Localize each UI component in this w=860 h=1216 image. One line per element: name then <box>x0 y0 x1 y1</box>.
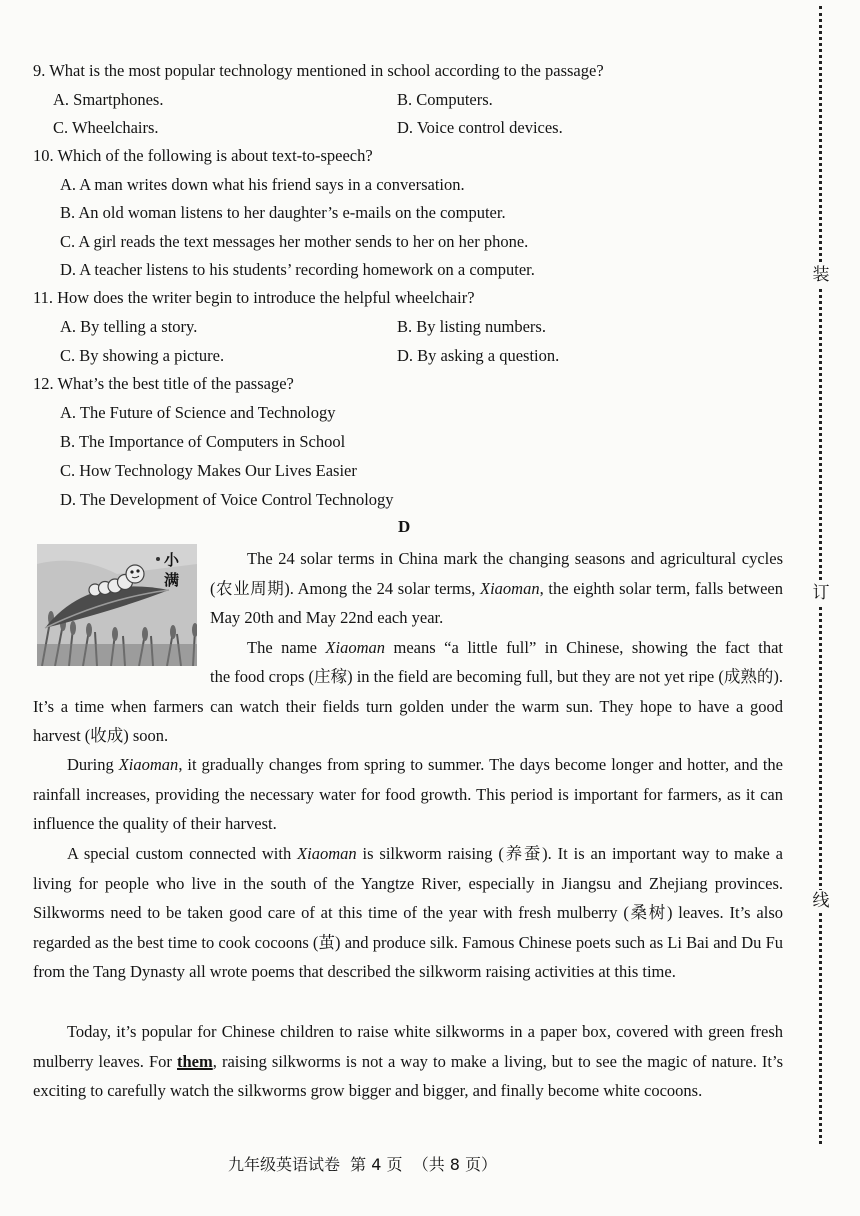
question-10-option-a: A. A man writes down what his friend says in a conversation. <box>60 175 465 194</box>
question-11-stem: 11. How does the writer begin to introduce the helpful wheelchair? <box>33 288 475 307</box>
question-12-option-c: C. How Technology Makes Our Lives Easier <box>60 461 357 480</box>
question-11-option-d: D. By asking a question. <box>397 346 560 365</box>
question-12-option-b: B. The Importance of Computers in School <box>60 432 346 451</box>
question-9-option-a: A. Smartphones. <box>53 90 164 109</box>
underlined-word-them: them <box>177 1051 213 1071</box>
question-11-option-a: A. By telling a story. <box>60 317 198 336</box>
image-caption-top: 小 <box>164 551 180 569</box>
question-10-option-b: B. An old woman listens to her daughter’s e-mails on the computer. <box>60 203 506 222</box>
margin-char-xian: 线 <box>810 890 832 912</box>
question-11-option-c: C. By showing a picture. <box>60 346 225 365</box>
question-12-option-d: D. The Development of Voice Control Technology <box>60 490 394 509</box>
paragraph-1: The 24 solar terms in China mark the changing seasons and agricultural cycles (农业周期). Among the 24 solar terms, Xiaoman, the eighth solar term, falls between May 20th and May 22nd each year. <box>210 549 783 628</box>
margin-char-zhuang: 装 <box>810 264 832 286</box>
question-9-option-c: C. Wheelchairs. <box>53 118 159 137</box>
section-d-label: D <box>398 517 411 536</box>
paragraph-2-first-line: The name Xiaoman means “a little full” in Chinese, showing the fact that <box>247 638 783 657</box>
xiaoman-illustration <box>37 544 197 666</box>
paragraph-2-rest: the food crops (庄稼) in the field are becoming full, but they are not yet ripe (成熟的). It’s a time when farmers can watch their fields turn golden under the warm sun. They hope to have a good harvest (收成) soon. <box>33 667 783 746</box>
question-9-option-d: D. Voice control devices. <box>397 118 563 137</box>
question-10-stem: 10. Which of the following is about text-to-speech? <box>33 146 373 165</box>
question-10-option-c: C. A girl reads the text messages her mother sends to her on her phone. <box>60 232 529 251</box>
paragraph-3: During Xiaoman, it gradually changes from spring to summer. The days become longer and hotter, and the rainfall increases, providing the necessary water for food growth. This period is important for farmers, as it can influence the quality of their harvest. <box>33 755 783 834</box>
paragraph-4: A special custom connected with Xiaoman is silkworm raising (养蚕). It is an important way to make a living for people who live in the south of the Yangtze River, especially in Jiangsu and Zhejiang provinces. Silkworms need to be taken good care of at this time of the year with fresh mulberry (桑树) leaves. It’s also regarded as the best time to cook cocoons (茧) and produce silk. Famous Chinese poets such as Li Bai and Du Fu from the Tang Dynasty all wrote poems that described the silkworm raising activities at this time. <box>33 844 783 982</box>
paragraph-5: Today, it’s popular for Chinese children to raise white silkworms in a paper box, covered with green fresh mulberry leaves. For them, raising silkworms is not a way to make a living, but to see the magic of nature. It’s exciting to carefully watch the silkworms grow bigger and bigger, and finally become white cocoons. <box>33 1022 783 1101</box>
binding-dotted-line <box>819 6 822 1144</box>
silkworm-on-leaf-image <box>37 544 197 666</box>
question-9-stem: 9. What is the most popular technology mentioned in school according to the passage? <box>33 61 604 80</box>
question-12-option-a: A. The Future of Science and Technology <box>60 403 336 422</box>
page-footer: 九年级英语试卷 第 4 页 （共 8 页） <box>228 1155 498 1174</box>
question-10-option-d: D. A teacher listens to his students’ recording homework on a computer. <box>60 260 535 279</box>
question-11-option-b: B. By listing numbers. <box>397 317 546 336</box>
margin-char-ding: 订 <box>810 582 832 604</box>
question-9-option-b: B. Computers. <box>397 90 493 109</box>
image-caption-bottom: 满 <box>164 571 180 589</box>
question-12-stem: 12. What’s the best title of the passage? <box>33 374 294 393</box>
